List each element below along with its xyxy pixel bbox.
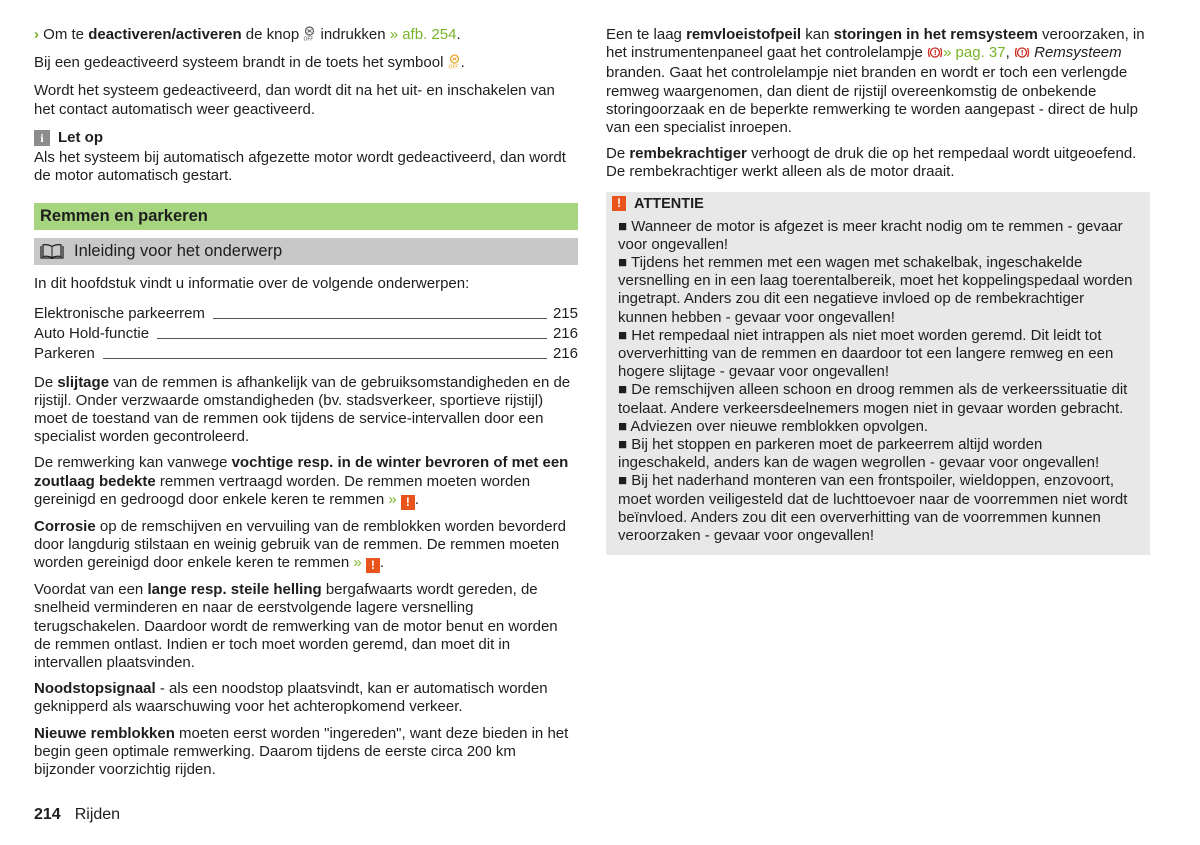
info-icon: i xyxy=(34,130,50,146)
page-footer xyxy=(34,806,120,824)
emergency-signal-paragraph: Noodstopsignaal - als een noodstop plaatsvindt, kan er automatisch worden geknipperd als waarschuwing voor het achteropkomend verkeer. xyxy=(34,680,548,716)
brake-booster-paragraph: De rembekrachtiger verhoogt de druk die op het rempedaal wordt uitgeoefend. De rembekrachtiger werkt alleen als de motor draait. xyxy=(606,145,1137,181)
warning-reference-link[interactable]: » xyxy=(353,554,362,572)
toc-item[interactable]: Parkeren 216 xyxy=(34,345,578,363)
symbol-paragraph: Bij een gedeactiveerd systeem brandt in de toets het symbool OFF . xyxy=(34,54,578,74)
wear-paragraph: De slijtage van de remmen is afhankelijk van de gebruiksomstandigheden en de rijstijl. Onder verzwaarde omstandigheden (bv. stadsverkeer, sportieve rijstijl) moet de toestand van de remmen ook tijdens de service-intervallen door een specialist worden gecontroleerd. xyxy=(34,373,571,446)
reactivate-paragraph: Wordt het systeem gedeactiveerd, dan wordt dit na het uit- en inschakelen van het contact automatisch weer geactiveerd. xyxy=(34,82,555,118)
list-item: ■ Bij het stoppen en parkeren moet de parkeerrem altijd worden ingeschakeld, anders kan de wagen wegrollen - gevaar voor ongevallen! xyxy=(618,436,1100,472)
list-item: ■ Bij het naderhand monteren van een frontspoiler, wieldoppen, enzovoort, moet worden veiligesteld dat de luchttoevoer naar de voorremmen niet wordt beïnvloed. Anders zou dit een oververhitting van de voorremmen kunnen veroorzaken - gevaar voor ongevallen! xyxy=(618,472,1128,545)
warning-icon: ! xyxy=(401,495,415,510)
page-reference-link[interactable]: » pag. 37 xyxy=(943,44,1006,62)
list-item: ■ Tijdens het remmen met een wagen met schakelbak, ingeschakelde versnelling en in een laag toerentalbereik, moet het koppelingspedaal worden ingetrapt. Anders zou dit een negatieve invloed op de rembekrachtiger kunnen hebben - gevaar voor ongevallen! xyxy=(618,254,1133,326)
brake-fluid-paragraph: Een te laag remvloeistofpeil kan storingen in het remsysteem veroorzaken, in het instrumentenpaneel gaat het controlelampje ! » pag. 37, ! Remsysteem branden. Gaat het controlelampje niet branden en wordt er toch een verlengde remweg waargenomen, dan dient de rijstijl overeenkomstig de onbekende storingoorzaak en de beperkte remwerking te worden aangepast - direct de hulp van een specialist inroepen. xyxy=(606,26,1145,137)
note-heading xyxy=(34,129,578,147)
attention-list xyxy=(606,214,1150,546)
moisture-paragraph: De remwerking kan vanwege vochtige resp. in de winter bevroren of met een zoutlaag bedekte remmen vertraagd worden. De remmen moeten worden gereinigd en gedroogd door enkele keren te remmen » ! . xyxy=(34,454,569,509)
deactivate-paragraph: › Om te deactiveren/activeren de knop OFF indrukken » afb. 254. xyxy=(34,26,578,46)
start-stop-off-icon xyxy=(448,54,461,74)
toc-item[interactable]: Auto Hold-functie 216 xyxy=(34,325,578,343)
intro-heading: Inleiding voor het onderwerp xyxy=(34,238,578,265)
list-item: ■ Het rempedaal niet intrappen als niet moet worden geremd. Dit leidt tot oververhitting van de remmen en daardoor tot een langere remweg en een hogere slijtage - gevaar voor ongevallen! xyxy=(618,326,1114,381)
start-stop-off-icon xyxy=(303,26,316,46)
note-title: Let op xyxy=(58,128,103,146)
corrosion-paragraph: Corrosie op de remschijven en vervuiling van de remblokken worden bevorderd door langdurig stilstaan en weinig gebruik van de remmen. De remmen moeten worden gereinigd door enkele keren te remmen » ! . xyxy=(34,517,566,573)
warning-icon: ! xyxy=(612,196,626,211)
attention-box xyxy=(606,192,1150,556)
svg-text:!: ! xyxy=(933,49,937,58)
right-column xyxy=(606,26,1150,555)
book-icon xyxy=(40,244,64,259)
note-text: Als het systeem bij automatisch afgezette motor wordt gedeactiveerd, dan wordt de motor automatisch gestart. xyxy=(34,149,566,185)
figure-reference-link[interactable]: » afb. 254 xyxy=(389,26,457,43)
slope-paragraph: Voordat van een lange resp. steile helling bergafwaarts wordt gereden, de snelheid verminderen en naar de eerstvolgende lagere versnelling terugschakelen. Daardoor wordt de remwerking van de motor benut en worden de remmen ontlast. Indien er toch moet worden geremd, dan moet dit in intervallen plaatsvinden. xyxy=(34,581,558,672)
topic-list xyxy=(34,304,578,364)
chevron-right-icon: › xyxy=(34,26,39,43)
svg-text:OFF: OFF xyxy=(448,64,458,70)
chapter-name: Rijden xyxy=(74,806,121,823)
toc-item[interactable]: Elektronische parkeerrem 215 xyxy=(34,305,578,323)
intro-text: In dit hoofdstuk vindt u informatie over de volgende onderwerpen: xyxy=(34,275,470,293)
list-item: ■ De remschijven alleen schoon en droog remmen als de verkeerssituatie dit toelaat. Andere verkeersdeelnemers mogen niet in gevaar worden gebracht. xyxy=(618,381,1128,417)
left-column xyxy=(34,26,578,787)
brake-warning-light-icon xyxy=(927,46,943,64)
page-number: 214 xyxy=(34,806,61,823)
svg-text:OFF: OFF xyxy=(303,36,314,41)
warning-reference-link[interactable]: » xyxy=(388,490,397,508)
new-pads-paragraph: Nieuwe remblokken moeten eerst worden "ingereden", want deze bieden in het begin geen optimale remwerking. Daarom tijdens de eerste circa 200 km bijzonder voorzichtig rijden. xyxy=(34,724,569,779)
svg-text:!: ! xyxy=(1020,49,1024,58)
brake-warning-light-icon xyxy=(1014,46,1030,64)
attention-heading: ! ATTENTIE xyxy=(606,192,1150,214)
list-item: ■ Adviezen over nieuwe remblokken opvolgen. xyxy=(618,417,929,435)
list-item: ■ Wanneer de motor is afgezet is meer kracht nodig om te remmen - gevaar voor ongevallen! xyxy=(618,217,1123,253)
warning-icon: ! xyxy=(366,558,380,573)
section-title: Remmen en parkeren xyxy=(34,203,578,230)
